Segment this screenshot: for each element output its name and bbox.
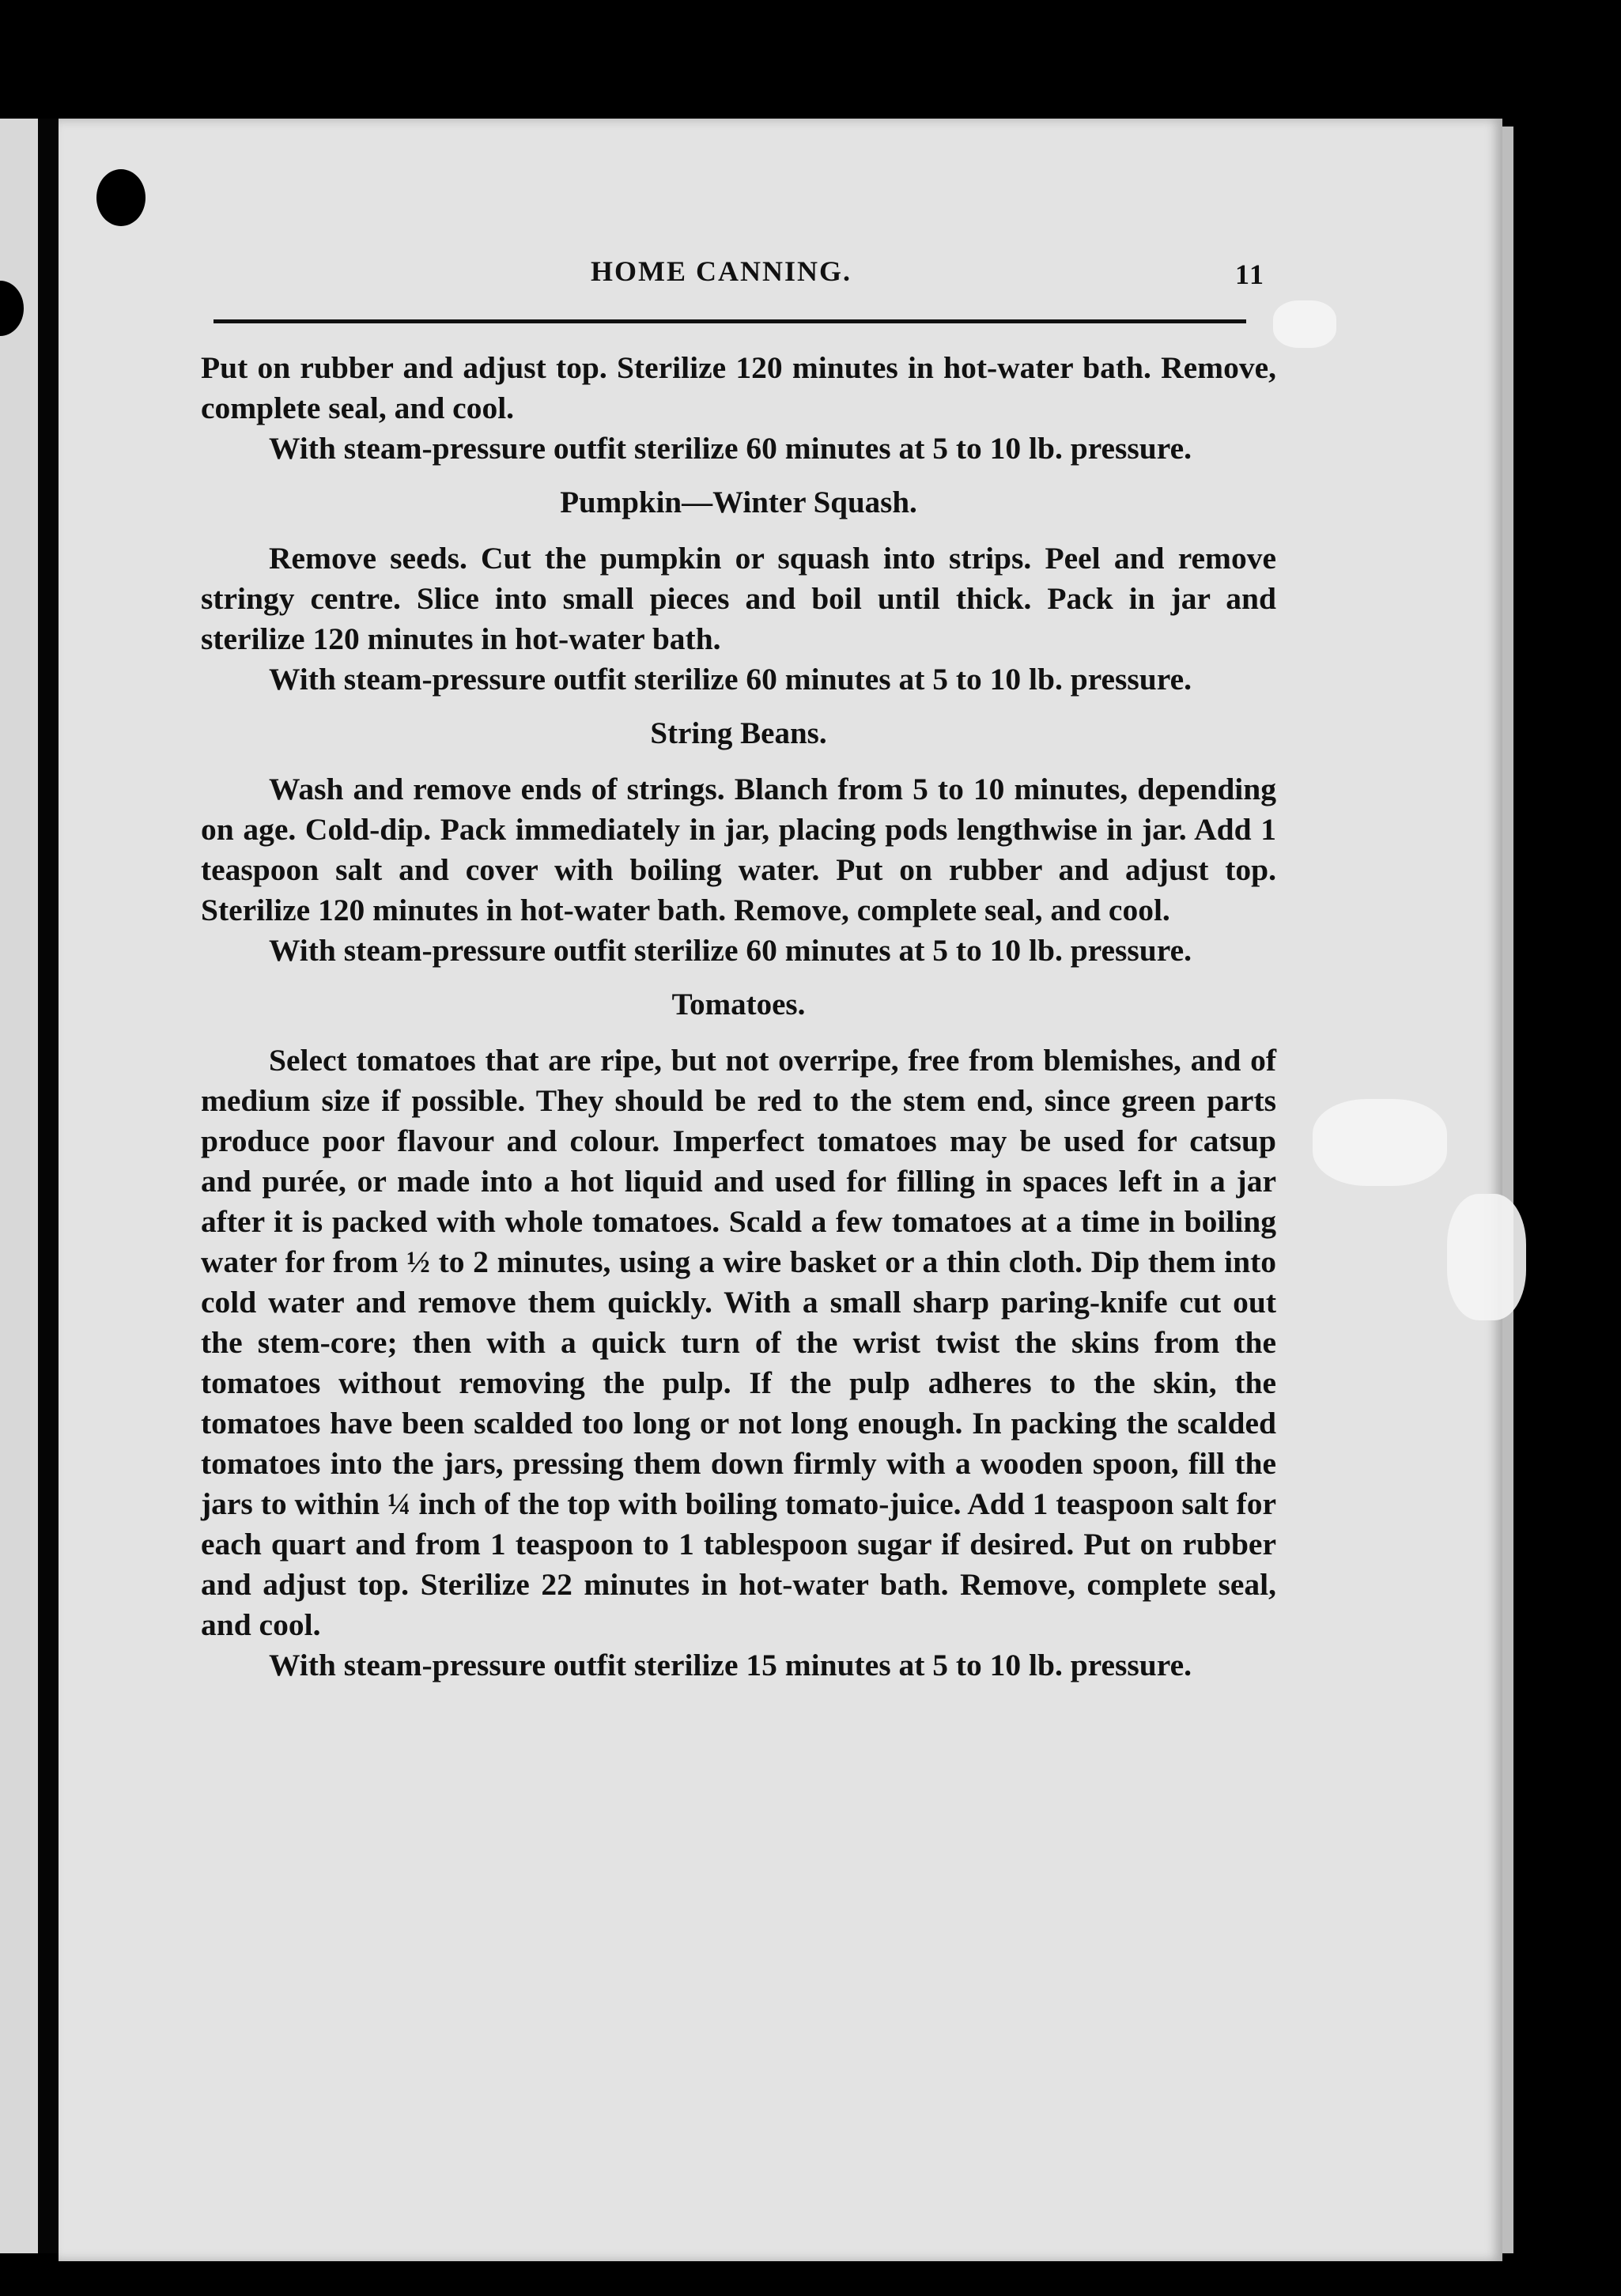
section-heading-tomatoes: Tomatoes. <box>671 988 806 1021</box>
paragraph: Select tomatoes that are ripe, but not overripe, free from blemishes, and of medium size if possible. They should be red to the stem end, since green parts produce poor flavour and colour. Imperfect tomatoes may be used for catsup and purée, or made into a hot liquid and used for filling in spaces left in a jar after it is packed with whole tomatoes. Scald a few tomatoes at a time in boiling water for from ½ to 2 minutes, using a wire basket or a thin cloth. Dip them into cold water and remove them quickly. With a small sharp paring-knife cut out the stem-core; then with a quick turn of the wrist twist the skins from the tomatoes without removing the pulp. If the pulp adheres to the skin, the tomatoes have been scalded too long or not long enough. In packing the scalded tomatoes into the jars, pressing them down firmly with a wooden spoon, fill the jars to within ¼ inch of the top with boiling tomato-juice. Add 1 teaspoon salt for each quart and from 1 teaspoon to 1 tablespoon sugar if desired. Put on rubber and adjust top. Sterilize 22 minutes in hot-water bath. Remove, complete seal, and cool. <box>201 1043 1276 1642</box>
section-heading-pumpkin: Pumpkin—Winter Squash. <box>560 485 917 519</box>
paragraph: With steam-pressure outfit sterilize 15 minutes at 5 to 10 lb. pressure. <box>269 1648 1192 1682</box>
page-right-edge <box>1502 127 1513 2253</box>
paper-blemish <box>1313 1099 1447 1186</box>
paragraph: Remove seeds. Cut the pumpkin or squash into strips. Peel and remove stringy centre. Slice into small pieces and boil until thick. Pack in jar and sterilize 120 minutes in hot-water bath. <box>201 541 1276 656</box>
running-title: HOME CANNING. <box>591 255 852 287</box>
paragraph: Wash and remove ends of strings. Blanch from 5 to 10 minutes, depending on age. Cold-dip. Pack immediately in jar, placing pods lengthwise in jar. Add 1 teaspoon salt and cover with boiling water. Put on rubber and adjust top. Sterilize 120 minutes in hot-water bath. Remove, complete seal, and cool. <box>201 772 1276 927</box>
section-heading-string-beans: String Beans. <box>650 716 827 750</box>
paragraph: Put on rubber and adjust top. Sterilize 120 minutes in hot-water bath. Remove, complete seal, and cool. <box>201 350 1276 425</box>
page-body <box>201 348 1276 1686</box>
paragraph: With steam-pressure outfit sterilize 60 minutes at 5 to 10 lb. pressure. <box>269 662 1192 697</box>
paragraph: With steam-pressure outfit sterilize 60 minutes at 5 to 10 lb. pressure. <box>269 431 1192 466</box>
paper-blemish <box>1447 1194 1526 1320</box>
paper-blemish <box>1273 300 1336 348</box>
left-page-edge <box>0 119 38 2253</box>
gutter-shadow <box>38 119 59 2253</box>
header-rule <box>213 319 1246 323</box>
page-number: 11 <box>1235 259 1266 290</box>
binding-hole <box>96 169 145 226</box>
binding-hole-left <box>0 281 24 336</box>
paragraph: With steam-pressure outfit sterilize 60 minutes at 5 to 10 lb. pressure. <box>269 933 1192 968</box>
